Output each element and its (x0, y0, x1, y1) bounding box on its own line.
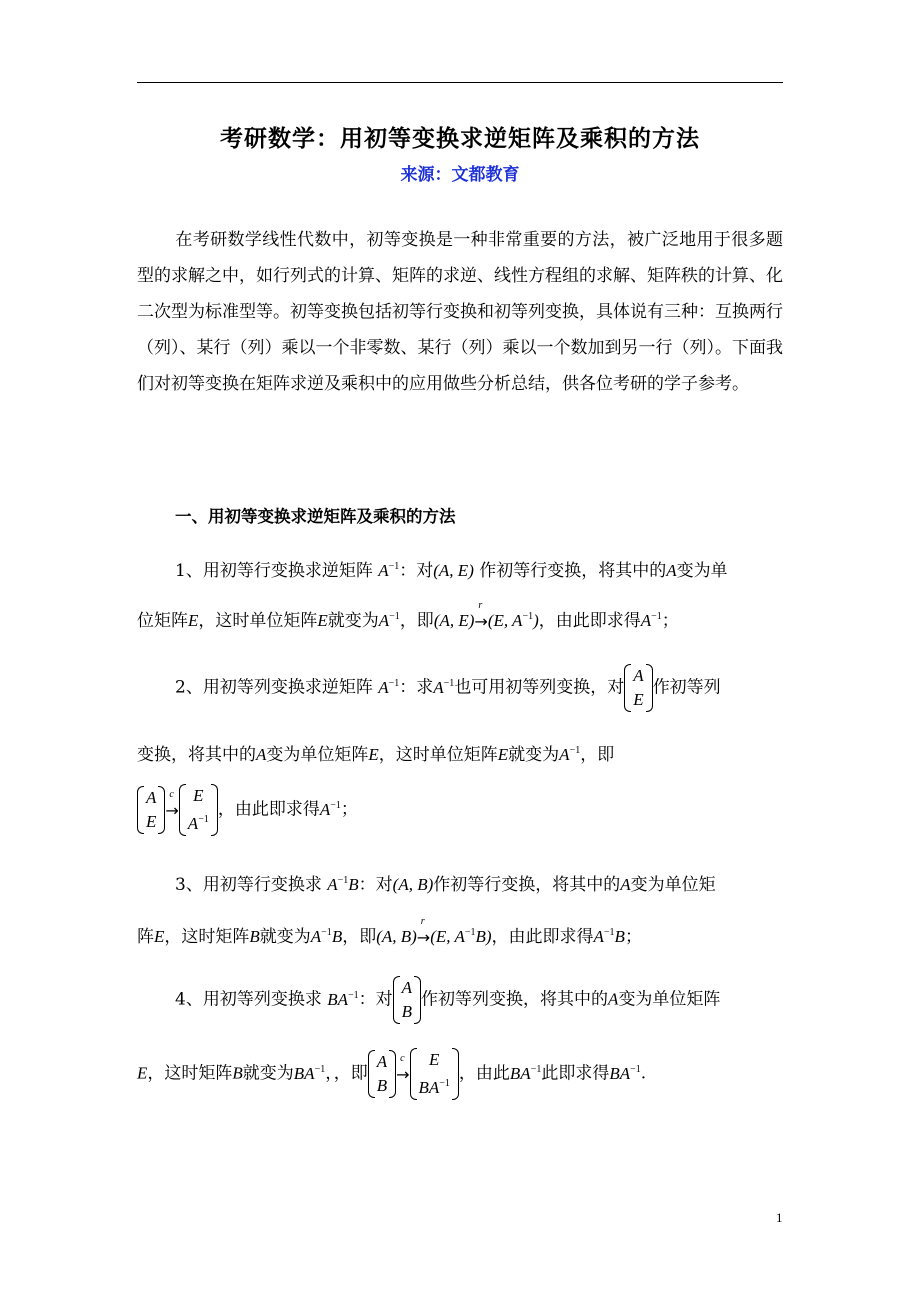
matrix-E-BAinv: E $BA^{-1}$ (410, 1048, 459, 1100)
item-3-line-1: 3、用初等行变换求 $A^{-1}B$：对(A, B)作初等行变换，将其中的A变为单位矩 (175, 875, 716, 895)
item-2-line-2: 变换，将其中的A变为单位矩阵E，这时单位矩阵E就变为$A^{-1}$，即 (137, 745, 615, 765)
row-transform-arrow-2: r → (416, 916, 431, 947)
source-line: 来源：文都教育 (400, 165, 520, 185)
matrix-A-B: A B (393, 976, 421, 1024)
matrix-A-E-2: A E (137, 786, 165, 834)
item-2-line-3: A E c → E $A^{-1}$ ，由此即求得$A^{-1}$； (137, 784, 783, 836)
item-1-line-1: 1、用初等行变换求逆矩阵 $A^{-1}$：对(A, E) 作初等行变换，将其中的A变为单 (175, 561, 728, 581)
page-title: 考研数学：用初等变换求逆矩阵及乘积的方法 (220, 126, 700, 152)
item-4-line-1: 4、用初等列变换求 $BA^{-1}$：对 A B 作初等列变换，将其中的A变为单位矩阵 (137, 976, 821, 1024)
item-1-line-2: 位矩阵E，这时单位矩阵E就变为$A^{-1}$，即(A, E) r →(E, $A^{-1}$)，由此即求得$A^{-1}$； (137, 600, 679, 631)
col-transform-arrow-2: c → (396, 1052, 410, 1084)
col-transform-arrow: c → (165, 788, 179, 820)
item-4-line-2: E，这时矩阵B就变为$BA^{-1}$，，即 A B c → E $BA^{-1}$ ，由此$BA^{-1}$此即求得$BA^{-1}$. (137, 1048, 783, 1100)
intro-text: 在考研数学线性代数中，初等变换是一种非常重要的方法，被广泛地用于很多题型的求解之中，如行列式的计算、矩阵的求逆、线性方程组的求解、矩阵秩的计算、化二次型为标准型等。初等变换包括初等行变换和初等列变换，具体说有三种：互换两行（列）、某行（列）乘以一个非零数、某行（列）乘以一个数加到另一行（列）。下面我们对初等变换在矩阵求逆及乘积中的应用做些分析总结，供各位考研的学子参考。 (137, 230, 783, 394)
matrix-A-E: A E (624, 664, 652, 712)
header-rule (137, 82, 783, 83)
row-transform-arrow: r → (474, 600, 488, 631)
intro-paragraph (137, 222, 783, 402)
matrix-A-B-2: A B (368, 1050, 396, 1098)
item-3-line-2: 阵E，这时矩阵B就变为$A^{-1}B$，即(A, B) r →(E, $A^{-1}B$)，由此即求得$A^{-1}B$； (137, 916, 642, 947)
matrix-E-Ainv: E $A^{-1}$ (179, 784, 218, 836)
section-heading: 一、用初等变换求逆矩阵及乘积的方法 (175, 507, 456, 526)
page-number: 1 (776, 1210, 783, 1225)
item-2-line-1: 2、用初等列变换求逆矩阵 $A^{-1}$：求$A^{-1}$也可用初等列变换，对 A E 作初等列 (137, 664, 821, 712)
